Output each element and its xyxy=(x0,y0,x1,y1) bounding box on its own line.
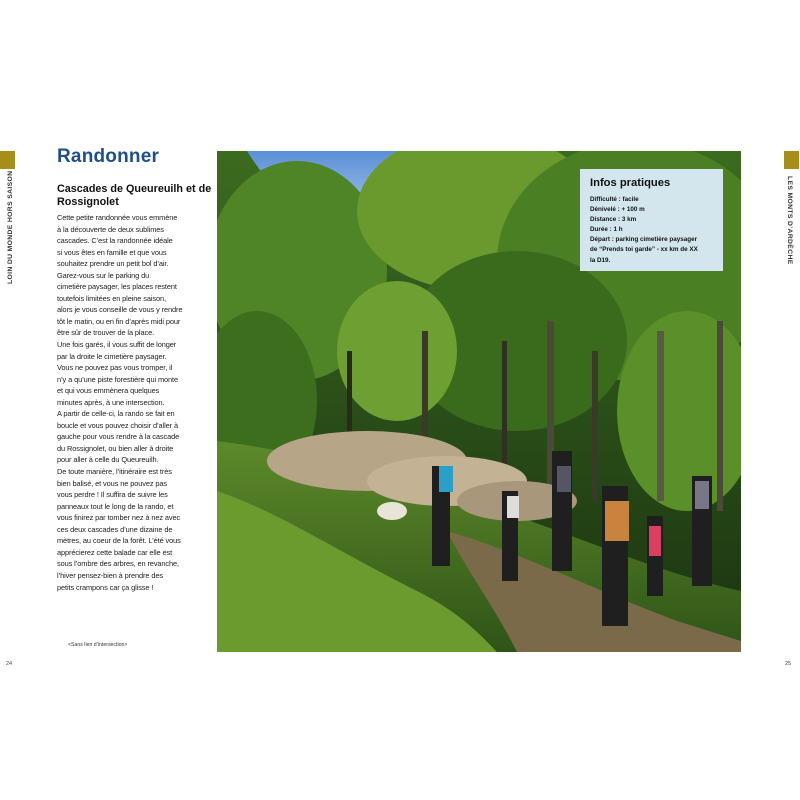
page-heading: Randonner xyxy=(57,146,160,167)
photo-caption: <Sans lien d’intersection> xyxy=(68,642,128,648)
section-label-right: LES MONTS D’ARDÈCHE xyxy=(786,176,793,265)
info-line-duration: Durée : 1 h xyxy=(590,226,623,234)
page-number-right: 25 xyxy=(785,661,792,667)
info-box xyxy=(580,169,723,271)
info-line-difficulty: Difficulté : facile xyxy=(590,196,639,203)
article-body: Cette petite randonnée vous emmène à la découverte de deux sublimes cascades. C’est la randonnée idéale si vous êtes en famille et que vous souhaitez prendre un petit bol d’air. Garez-vous sur le parking du cimetière paysager, les places restent toutefois limitées en pleine saison, alors je vous conseille de vous y rendre tôt le matin, ou en fin d’après midi pour être sûr de trouver de la place. Une fois garés, il vous suffit de longer par la droite le cimetière paysager. Vous ne pouvez pas vous tromper, il n’y a qu’une piste forestière qui monte et qui vous emmènera quelques minutes après, à une intersection. A partir de celle-ci, la rando se fait en boucle et vous pouvez choisir d’aller à gauche pour vous rendre à la cascade du Rossignolet, ou bien aller à droite pour aller à celle du Queureuilh. De toute manière, l’itinéraire est très bien balisé, et vous ne pouvez pas vous perdre ! Il suffira de suivre les panneaux tout le long de la rando, et vous finirez par tomber nez à nez avec ces deux cascades d’une dizaine de mètres, au coeur de la forêt. L’été vous apprécierez cette balade car elle est sous l’ombre des arbres, en revanche, l’hiver pensez-bien à prendre des petits crampons car ça glisse ! xyxy=(57,213,183,592)
info-line-start: Départ : parking cimetière paysager xyxy=(590,236,698,244)
info-line-elevation: Dénivelé : + 100 m xyxy=(590,206,645,214)
section-tab-left xyxy=(0,151,15,169)
info-line-start-2: de “Prends toi garde” - xx km de XX xyxy=(590,246,698,254)
info-line-start-3: la D19. xyxy=(590,256,611,264)
article-subheading: Cascades de Queureuilh et de Rossignolet xyxy=(57,183,212,208)
info-box-title: Infos pratiques xyxy=(590,177,671,189)
section-label-left: LOIN DU MONDE HORS SAISON xyxy=(7,170,14,284)
info-line-distance: Distance : 3 km xyxy=(590,216,637,224)
section-tab-right xyxy=(784,151,799,169)
page-number-left: 24 xyxy=(6,661,13,667)
